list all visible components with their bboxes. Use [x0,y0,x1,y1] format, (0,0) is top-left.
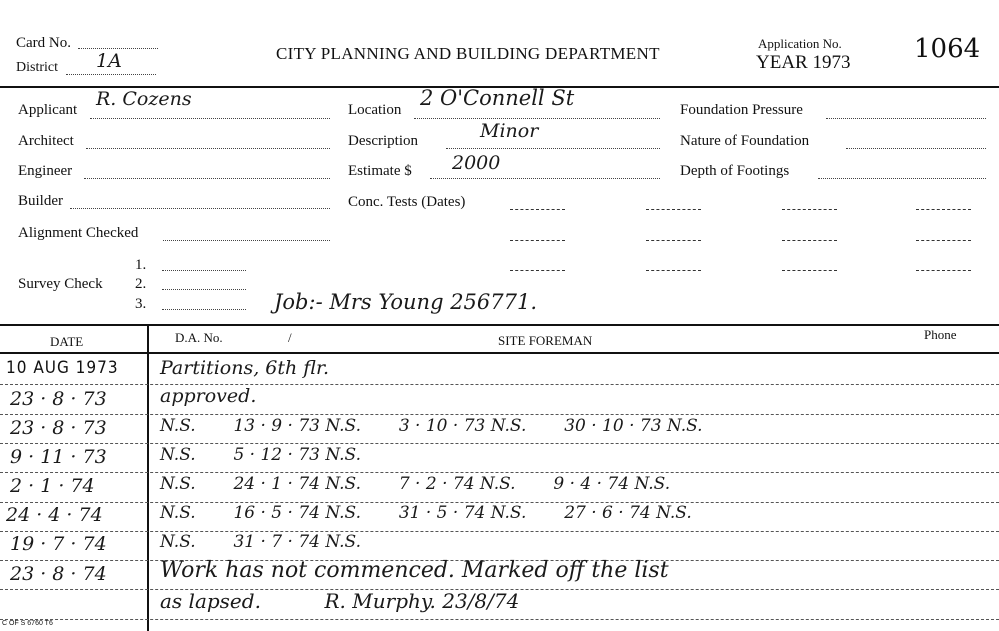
site-foreman-header: SITE FOREMAN [498,333,593,348]
row-divider [0,619,999,620]
survey-line-2 [162,289,246,290]
year-label: YEAR 1973 [756,52,851,73]
header-bottom-rule [0,352,999,354]
conc-test-blank [510,240,565,241]
location-value: 2 O'Connell St [420,86,575,110]
table-row-date: 23 · 8 · 73 [10,417,107,439]
district-line [66,74,156,75]
table-row-date: 9 · 11 · 73 [10,446,107,468]
table-row-date: 23 · 8 · 74 [10,563,107,585]
survey-num-1: 1. [135,257,147,273]
card-no-label: Card No. [16,35,71,51]
date-header: DATE [50,334,84,349]
conc-test-blank [510,270,565,271]
alignment-line [163,240,330,241]
survey-num-3: 3. [135,296,147,312]
row-divider [0,531,999,532]
table-row-text: as lapsed. R. Murphy. 23/8/74 [160,589,520,613]
depth-of-footings-label: Depth of Footings [680,163,790,179]
applicant-label: Applicant [18,102,78,118]
table-top-rule [0,324,999,326]
department-title: CITY PLANNING AND BUILDING DEPARTMENT [276,44,660,63]
location-line [414,118,660,119]
foundation-pressure-label: Foundation Pressure [680,102,803,118]
table-row-text: N.S. 31 · 7 · 74 N.S. [160,532,362,552]
description-line [446,148,660,149]
application-number: 1064 [914,34,981,64]
survey-line-3 [162,309,246,310]
row-divider [0,384,999,385]
district-label: District [16,60,58,75]
job-note: Job:- Mrs Young 256771. [274,290,538,314]
architect-line [86,148,330,149]
conc-tests-label: Conc. Tests (Dates) [348,194,466,210]
estimate-value: 2000 [452,152,501,174]
engineer-label: Engineer [18,163,73,179]
row-divider [0,443,999,444]
architect-label: Architect [18,133,74,149]
survey-num-2: 2. [135,276,147,292]
alignment-label: Alignment Checked [18,225,139,241]
builder-line [70,208,330,209]
foundation-pressure-line [826,118,986,119]
conc-test-blank [916,270,971,271]
table-row-date: 23 · 8 · 73 [10,388,107,410]
table-row-date: 10 AUG 1973 [6,358,119,378]
nature-of-foundation-label: Nature of Foundation [680,133,810,149]
table-row-text: approved. [160,385,257,407]
application-no-label: Application No. [758,36,842,51]
row-divider [0,472,999,473]
survey-line-1 [162,270,246,271]
conc-test-blank [646,240,701,241]
conc-test-blank [646,270,701,271]
description-value: Minor [480,120,539,142]
da-slash: / [288,330,292,345]
conc-test-blank [646,209,701,210]
phone-header: Phone [924,327,957,342]
row-divider [0,414,999,415]
district-value: 1A [96,50,122,72]
location-label: Location [348,102,402,118]
date-column-divider [147,325,149,631]
conc-test-blank [916,209,971,210]
da-no-header: D.A. No. [175,330,223,345]
table-row-text: N.S. 13 · 9 · 73 N.S. 3 · 10 · 73 N.S. 30 · 10 · 73 N.S. [160,416,703,436]
table-row-date: 2 · 1 · 74 [10,475,95,497]
table-row-date: 19 · 7 · 74 [10,533,107,555]
table-row-text: Partitions, 6th flr. [160,357,329,379]
nature-of-foundation-line [846,148,986,149]
form-code: C OF S 6760 T6 [2,620,53,627]
table-row-date: 24 · 4 · 74 [6,504,103,526]
estimate-label: Estimate $ [348,163,412,179]
conc-test-blank [916,240,971,241]
applicant-value: R. Cozens [96,88,192,110]
engineer-line [84,178,330,179]
builder-label: Builder [18,193,63,209]
conc-test-blank [782,270,837,271]
table-row-text: N.S. 5 · 12 · 73 N.S. [160,445,362,465]
table-row-text: Work has not commenced. Marked off the list [160,558,669,583]
conc-test-blank [782,240,837,241]
table-row-text: N.S. 16 · 5 · 74 N.S. 31 · 5 · 74 N.S. 27 · 6 · 74 N.S. [160,503,692,523]
applicant-line [90,118,330,119]
estimate-line [430,178,660,179]
conc-test-blank [510,209,565,210]
depth-of-footings-line [818,178,986,179]
table-row-text: N.S. 24 · 1 · 74 N.S. 7 · 2 · 74 N.S. 9 · 4 · 74 N.S. [160,474,671,494]
description-label: Description [348,133,418,149]
survey-check-label: Survey Check [18,276,103,292]
conc-test-blank [782,209,837,210]
card-no-line [78,48,158,49]
